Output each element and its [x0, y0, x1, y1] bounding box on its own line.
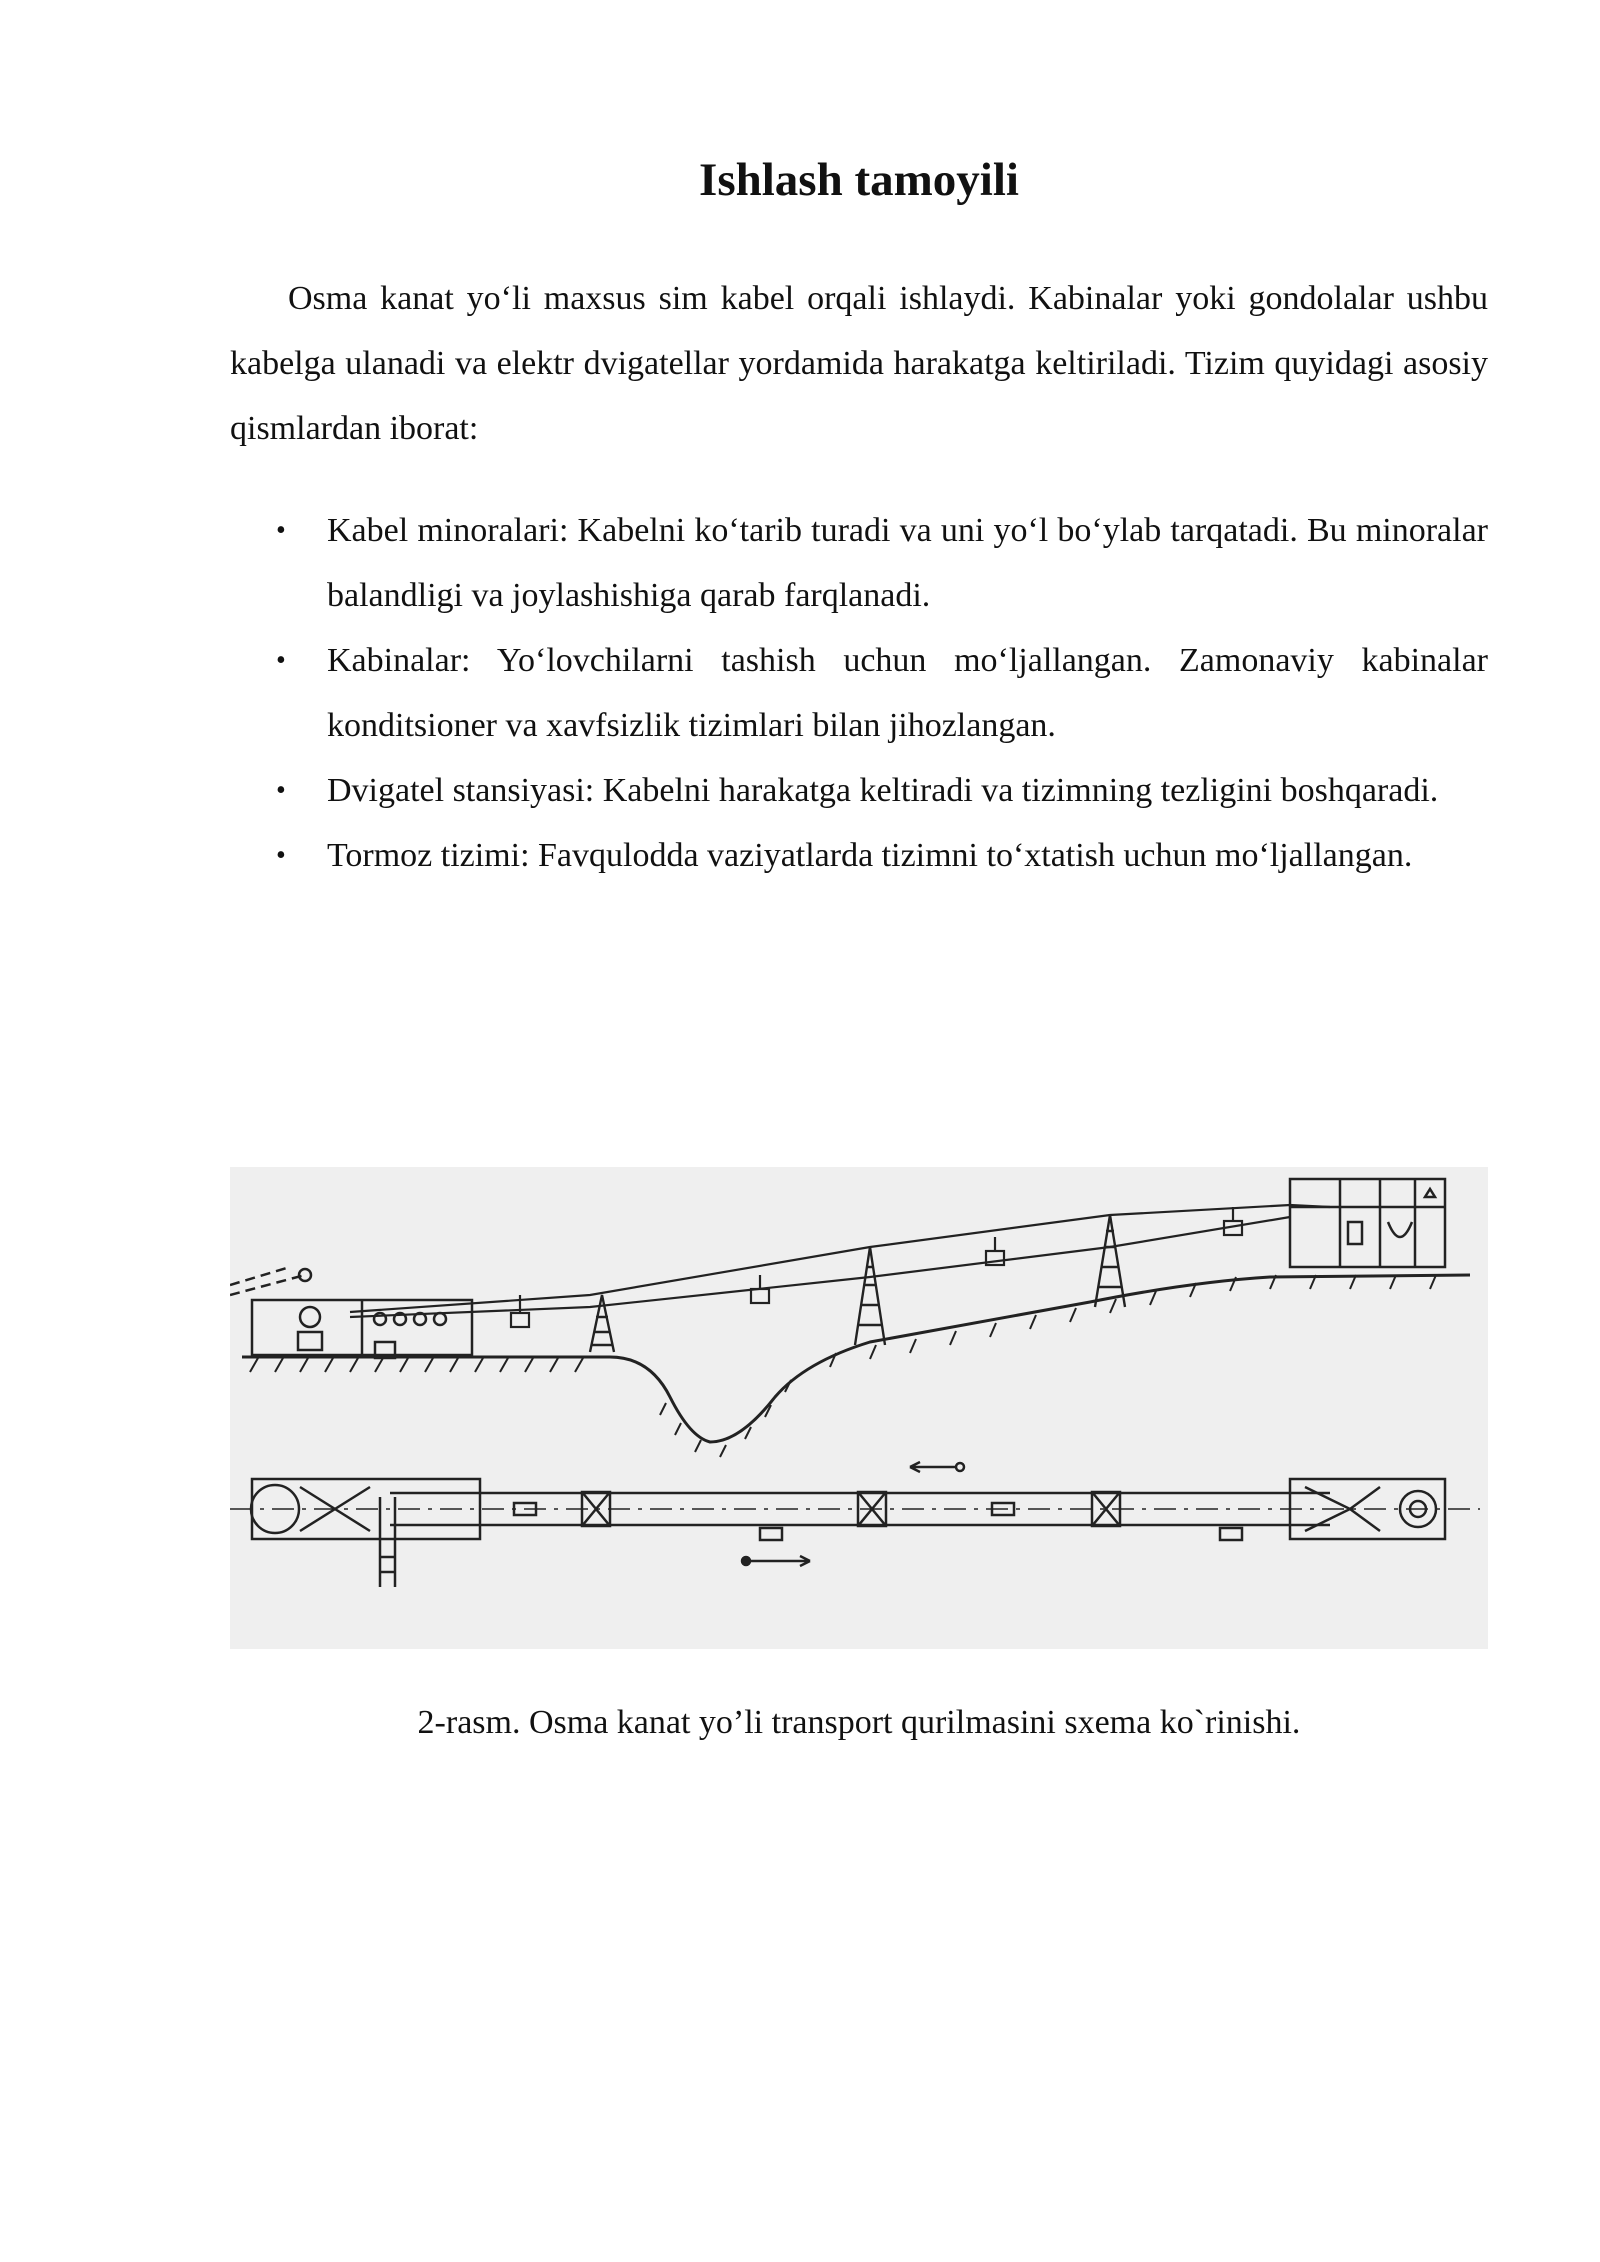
- page-title: Ishlash tamoyili: [699, 154, 1019, 206]
- ground-hatching: [250, 1275, 1436, 1457]
- tower: [855, 1247, 885, 1345]
- list-item: [230, 628, 1488, 758]
- components-list: [230, 498, 1488, 888]
- upper-station: [1290, 1179, 1445, 1267]
- intro-paragraph: Osma kanat yo‘li maxsus sim kabel orqali ishlaydi. Kabinalar yoki gondolalar ushbu kabelga ulanadi va elektr dvigatellar yordamida harakatga keltiriladi. Tizim quyidagi asosiy qismlardan iborat:: [230, 280, 1488, 447]
- list-item-text: Tormoz tizimi: Favqulodda vaziyatlarda tizimni to‘xtatish uchun mo‘ljallangan.: [327, 837, 1413, 874]
- plan-view: [230, 1462, 1480, 1587]
- haul-cable-upper: [350, 1205, 1330, 1312]
- direction-arrow: [910, 1462, 955, 1472]
- cabin: [751, 1275, 769, 1303]
- list-item-text: Kabinalar: Yo‘lovchilarni tashish uchun mo‘ljallangan. Zamonaviy kabinalar konditsioner va xavfsizlik tizimlari bilan jihozlangan.: [327, 642, 1488, 744]
- figure-caption: 2-rasm. Osma kanat yo’li transport qurilmasini sxema ko`rinishi.: [417, 1704, 1301, 1741]
- list-item-text: Kabel minoralari: Kabelni ko‘tarib turadi va uni yo‘l bo‘ylab tarqatadi. Bu minoralar balandligi va joylashishiga qarab farqlanadi.: [327, 512, 1488, 614]
- bullet-icon: •: [276, 645, 286, 676]
- bullet-icon: •: [276, 840, 286, 871]
- tower: [1095, 1215, 1125, 1307]
- bullet-icon: •: [276, 775, 286, 806]
- tower: [590, 1295, 614, 1352]
- elevation-view: [230, 1179, 1470, 1457]
- bullet-icon: •: [276, 515, 286, 546]
- cable-car-diagram: [230, 1167, 1488, 1649]
- cabin: [1224, 1207, 1242, 1235]
- direction-arrow: [750, 1556, 810, 1566]
- list-item: [230, 823, 1488, 888]
- list-item-text: Dvigatel stansiyasi: Kabelni harakatga keltiradi va tizimning tezligini boshqaradi.: [327, 772, 1439, 809]
- list-item: [230, 758, 1488, 823]
- list-item: [230, 498, 1488, 628]
- drive-wheel: [300, 1307, 320, 1327]
